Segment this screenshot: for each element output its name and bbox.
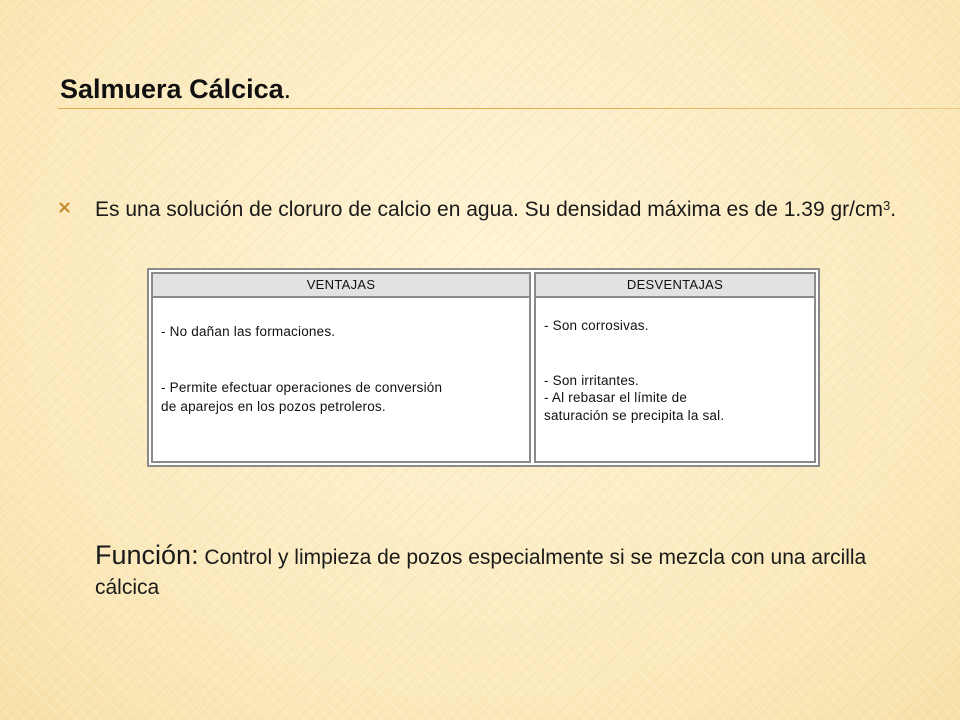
- bullet-end: .: [890, 198, 897, 221]
- desventajas-item: saturación se precipita la sal.: [544, 408, 725, 423]
- bullet-superscript: 3: [882, 198, 891, 213]
- bullet-text: Es una solución de cloruro de calcio en agua. Su densidad máxima es de 1.39 gr/cm: [95, 198, 883, 221]
- ventajas-item: - Permite efectuar operaciones de conversión: [161, 380, 443, 395]
- desventajas-item: - Son corrosivas.: [544, 318, 649, 333]
- desventajas-header: DESVENTAJAS: [536, 274, 814, 298]
- funcion-label: Función: [95, 540, 192, 570]
- desventajas-item: - Son irritantes.: [544, 373, 639, 388]
- funcion-text: Control y limpieza de pozos especialmente si se mezcla con una arcilla cálcica: [95, 546, 867, 599]
- funcion-colon: :: [191, 540, 199, 570]
- comparison-table: [147, 268, 820, 467]
- slide-title-period: .: [283, 74, 292, 104]
- funcion-paragraph: [95, 540, 915, 603]
- slide-title: [60, 74, 291, 105]
- slide-title-text: Salmuera Cálcica: [60, 74, 284, 104]
- ventajas-header: VENTAJAS: [153, 274, 529, 298]
- ventajas-column: [151, 272, 531, 463]
- desventajas-item: - Al rebasar el límite de: [544, 390, 688, 405]
- x-bullet-icon: [59, 202, 70, 213]
- title-underline: [58, 108, 960, 109]
- ventajas-item: - No dañan las formaciones.: [161, 324, 336, 339]
- bullet-paragraph: [95, 195, 905, 225]
- ventajas-item: de aparejos en los pozos petroleros.: [161, 399, 386, 414]
- desventajas-column: [534, 272, 816, 463]
